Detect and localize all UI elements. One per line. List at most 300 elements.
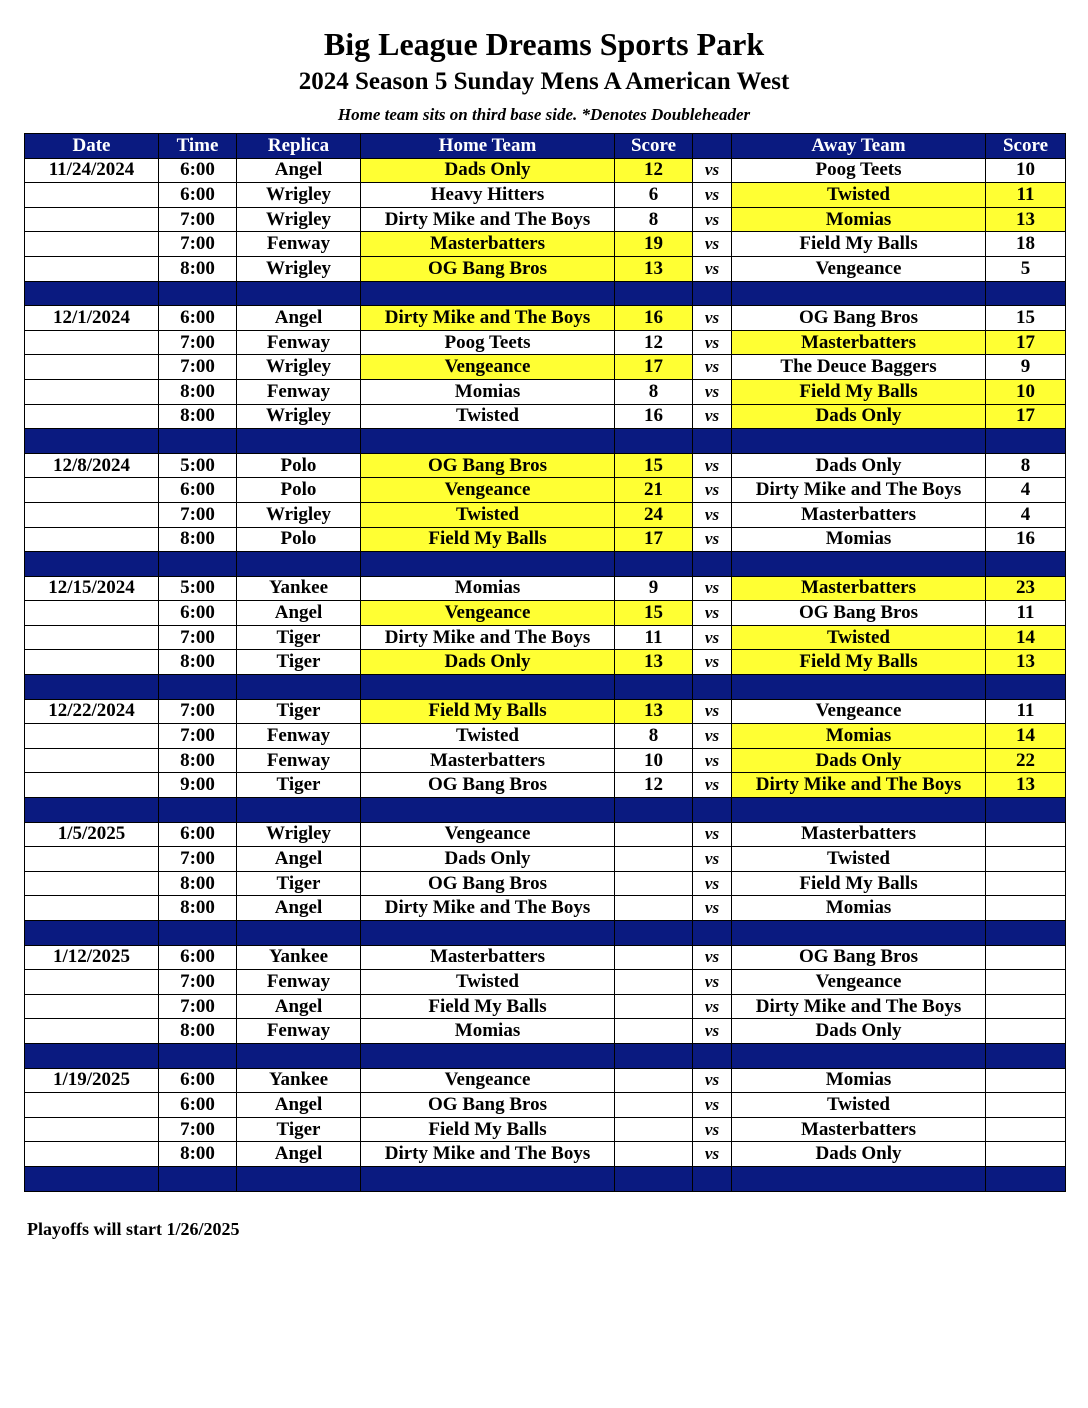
footer-note: Playoffs will start 1/26/2025 <box>27 1219 240 1239</box>
time-cell: 8:00 <box>159 404 237 429</box>
table-row <box>25 773 1066 798</box>
replica-cell: Angel <box>237 1142 361 1167</box>
vs-cell: vs <box>693 453 732 478</box>
time-cell: 7:00 <box>159 330 237 355</box>
home-score-cell: 6 <box>615 183 693 208</box>
table-row <box>25 478 1066 503</box>
away-team-cell: Dads Only <box>732 1019 986 1044</box>
time-cell: 6:00 <box>159 1068 237 1093</box>
away-team-cell: Field My Balls <box>732 379 986 404</box>
column-header-home-score: Score <box>615 134 693 159</box>
date-cell <box>25 871 159 896</box>
time-cell: 6:00 <box>159 158 237 183</box>
vs-cell: vs <box>693 1068 732 1093</box>
column-header-vs <box>693 134 732 159</box>
away-team-cell: Momias <box>732 724 986 749</box>
home-score-cell: 10 <box>615 748 693 773</box>
home-team-cell: Field My Balls <box>361 1117 615 1142</box>
separator-cell <box>237 921 361 946</box>
date-cell <box>25 601 159 626</box>
time-cell: 7:00 <box>159 207 237 232</box>
date-cell <box>25 748 159 773</box>
vs-cell: vs <box>693 527 732 552</box>
separator-cell <box>693 429 732 454</box>
table-row <box>25 945 1066 970</box>
column-header-away-score: Score <box>986 134 1066 159</box>
vs-cell: vs <box>693 945 732 970</box>
separator-cell <box>693 921 732 946</box>
home-team-cell: Vengeance <box>361 355 615 380</box>
away-team-cell: Momias <box>732 1068 986 1093</box>
table-row <box>25 453 1066 478</box>
home-score-cell: 13 <box>615 256 693 281</box>
away-team-cell: Dads Only <box>732 1142 986 1167</box>
separator-cell <box>361 552 615 577</box>
away-score-cell: 16 <box>986 527 1066 552</box>
date-cell <box>25 355 159 380</box>
schedule-body <box>25 158 1066 1191</box>
home-score-cell: 21 <box>615 478 693 503</box>
time-cell: 7:00 <box>159 355 237 380</box>
away-score-cell <box>986 1093 1066 1118</box>
time-cell: 7:00 <box>159 847 237 872</box>
replica-cell: Polo <box>237 453 361 478</box>
away-score-cell <box>986 1142 1066 1167</box>
date-cell <box>25 404 159 429</box>
away-team-cell: Masterbatters <box>732 502 986 527</box>
home-score-cell: 9 <box>615 576 693 601</box>
table-row <box>25 724 1066 749</box>
home-team-cell: OG Bang Bros <box>361 1093 615 1118</box>
date-cell <box>25 478 159 503</box>
vs-cell: vs <box>693 256 732 281</box>
home-team-cell: Dads Only <box>361 158 615 183</box>
replica-cell: Fenway <box>237 748 361 773</box>
away-score-cell: 14 <box>986 724 1066 749</box>
separator-cell <box>25 921 159 946</box>
table-row <box>25 650 1066 675</box>
home-score-cell: 13 <box>615 699 693 724</box>
replica-cell: Wrigley <box>237 256 361 281</box>
home-team-cell: OG Bang Bros <box>361 773 615 798</box>
date-cell <box>25 330 159 355</box>
date-cell <box>25 773 159 798</box>
replica-cell: Tiger <box>237 625 361 650</box>
home-score-cell: 11 <box>615 625 693 650</box>
replica-cell: Yankee <box>237 945 361 970</box>
away-score-cell <box>986 1019 1066 1044</box>
home-score-cell <box>615 1019 693 1044</box>
table-row <box>25 1019 1066 1044</box>
away-team-cell: Masterbatters <box>732 1117 986 1142</box>
vs-cell: vs <box>693 822 732 847</box>
separator-cell <box>237 429 361 454</box>
table-row <box>25 699 1066 724</box>
away-team-cell: Masterbatters <box>732 576 986 601</box>
away-score-cell <box>986 896 1066 921</box>
away-team-cell: OG Bang Bros <box>732 306 986 331</box>
home-team-cell: Masterbatters <box>361 232 615 257</box>
separator-cell <box>732 921 986 946</box>
away-score-cell: 13 <box>986 207 1066 232</box>
home-team-cell: Vengeance <box>361 478 615 503</box>
separator-cell <box>361 1166 615 1191</box>
separator-cell <box>986 281 1066 306</box>
vs-cell: vs <box>693 1019 732 1044</box>
replica-cell: Fenway <box>237 970 361 995</box>
away-team-cell: Momias <box>732 896 986 921</box>
home-team-cell: Vengeance <box>361 1068 615 1093</box>
home-team-cell: Twisted <box>361 970 615 995</box>
time-cell: 7:00 <box>159 699 237 724</box>
away-score-cell <box>986 970 1066 995</box>
table-row <box>25 502 1066 527</box>
separator-cell <box>159 1166 237 1191</box>
column-header-home-team: Home Team <box>361 134 615 159</box>
separator-cell <box>25 281 159 306</box>
away-team-cell: Field My Balls <box>732 232 986 257</box>
page-note: Home team sits on third base side. *Denotes Doubleheader <box>337 105 751 124</box>
table-row <box>25 625 1066 650</box>
separator-cell <box>361 1043 615 1068</box>
replica-cell: Fenway <box>237 232 361 257</box>
time-cell: 8:00 <box>159 256 237 281</box>
away-team-cell: Field My Balls <box>732 650 986 675</box>
date-cell <box>25 625 159 650</box>
separator-cell <box>986 552 1066 577</box>
time-cell: 6:00 <box>159 945 237 970</box>
separator-cell <box>361 675 615 700</box>
separator-cell <box>615 429 693 454</box>
table-row <box>25 232 1066 257</box>
away-team-cell: Twisted <box>732 847 986 872</box>
separator-cell <box>237 798 361 823</box>
table-row <box>25 158 1066 183</box>
away-score-cell: 8 <box>986 453 1066 478</box>
date-cell: 12/1/2024 <box>25 306 159 331</box>
replica-cell: Fenway <box>237 1019 361 1044</box>
date-cell: 12/22/2024 <box>25 699 159 724</box>
home-score-cell: 17 <box>615 527 693 552</box>
separator-cell <box>986 675 1066 700</box>
away-score-cell: 11 <box>986 601 1066 626</box>
time-cell: 8:00 <box>159 748 237 773</box>
home-score-cell: 8 <box>615 379 693 404</box>
time-cell: 6:00 <box>159 478 237 503</box>
separator-cell <box>615 921 693 946</box>
time-cell: 6:00 <box>159 306 237 331</box>
home-team-cell: Twisted <box>361 404 615 429</box>
date-cell <box>25 650 159 675</box>
separator-cell <box>615 552 693 577</box>
away-team-cell: OG Bang Bros <box>732 601 986 626</box>
column-header-away-team: Away Team <box>732 134 986 159</box>
separator-cell <box>732 552 986 577</box>
away-team-cell: Twisted <box>732 183 986 208</box>
date-cell: 1/19/2025 <box>25 1068 159 1093</box>
replica-cell: Tiger <box>237 773 361 798</box>
replica-cell: Wrigley <box>237 207 361 232</box>
away-score-cell: 15 <box>986 306 1066 331</box>
table-row <box>25 1117 1066 1142</box>
vs-cell: vs <box>693 207 732 232</box>
table-row <box>25 355 1066 380</box>
time-cell: 7:00 <box>159 625 237 650</box>
separator-row <box>25 921 1066 946</box>
vs-cell: vs <box>693 1142 732 1167</box>
away-score-cell: 22 <box>986 748 1066 773</box>
separator-row <box>25 1166 1066 1191</box>
table-row <box>25 207 1066 232</box>
separator-cell <box>25 798 159 823</box>
away-score-cell <box>986 822 1066 847</box>
date-cell <box>25 232 159 257</box>
separator-cell <box>732 798 986 823</box>
date-cell <box>25 724 159 749</box>
replica-cell: Wrigley <box>237 355 361 380</box>
separator-cell <box>159 1043 237 1068</box>
vs-cell: vs <box>693 896 732 921</box>
separator-cell <box>615 281 693 306</box>
home-score-cell: 8 <box>615 724 693 749</box>
date-cell <box>25 994 159 1019</box>
home-score-cell: 8 <box>615 207 693 232</box>
away-score-cell: 10 <box>986 158 1066 183</box>
separator-cell <box>615 1166 693 1191</box>
away-team-cell: Dirty Mike and The Boys <box>732 994 986 1019</box>
home-score-cell: 19 <box>615 232 693 257</box>
replica-cell: Yankee <box>237 1068 361 1093</box>
home-team-cell: Poog Teets <box>361 330 615 355</box>
home-score-cell: 17 <box>615 355 693 380</box>
vs-cell: vs <box>693 576 732 601</box>
replica-cell: Fenway <box>237 379 361 404</box>
away-score-cell: 11 <box>986 183 1066 208</box>
replica-cell: Polo <box>237 527 361 552</box>
vs-cell: vs <box>693 724 732 749</box>
date-cell <box>25 1117 159 1142</box>
home-score-cell <box>615 970 693 995</box>
home-team-cell: Masterbatters <box>361 945 615 970</box>
away-team-cell: Dads Only <box>732 404 986 429</box>
time-cell: 8:00 <box>159 1142 237 1167</box>
separator-cell <box>732 281 986 306</box>
home-score-cell <box>615 847 693 872</box>
home-score-cell: 15 <box>615 453 693 478</box>
home-team-cell: Dirty Mike and The Boys <box>361 306 615 331</box>
replica-cell: Polo <box>237 478 361 503</box>
home-team-cell: Field My Balls <box>361 527 615 552</box>
home-team-cell: Heavy Hitters <box>361 183 615 208</box>
home-score-cell: 15 <box>615 601 693 626</box>
time-cell: 6:00 <box>159 601 237 626</box>
separator-cell <box>25 429 159 454</box>
away-score-cell: 13 <box>986 773 1066 798</box>
home-score-cell <box>615 1142 693 1167</box>
separator-cell <box>159 921 237 946</box>
table-header-row <box>25 134 1066 159</box>
separator-row <box>25 798 1066 823</box>
away-score-cell <box>986 847 1066 872</box>
replica-cell: Yankee <box>237 576 361 601</box>
time-cell: 7:00 <box>159 502 237 527</box>
separator-cell <box>615 675 693 700</box>
separator-cell <box>237 675 361 700</box>
separator-cell <box>237 1166 361 1191</box>
away-score-cell: 4 <box>986 478 1066 503</box>
away-team-cell: Twisted <box>732 625 986 650</box>
table-row <box>25 256 1066 281</box>
replica-cell: Angel <box>237 601 361 626</box>
away-team-cell: Dirty Mike and The Boys <box>732 478 986 503</box>
home-team-cell: Dirty Mike and The Boys <box>361 207 615 232</box>
separator-cell <box>615 1043 693 1068</box>
time-cell: 7:00 <box>159 232 237 257</box>
vs-cell: vs <box>693 1093 732 1118</box>
replica-cell: Tiger <box>237 1117 361 1142</box>
table-row <box>25 601 1066 626</box>
table-row <box>25 822 1066 847</box>
time-cell: 7:00 <box>159 994 237 1019</box>
home-score-cell: 16 <box>615 404 693 429</box>
table-row <box>25 576 1066 601</box>
date-cell <box>25 896 159 921</box>
table-row <box>25 379 1066 404</box>
separator-cell <box>159 552 237 577</box>
home-team-cell: Momias <box>361 1019 615 1044</box>
home-score-cell <box>615 1093 693 1118</box>
separator-cell <box>159 675 237 700</box>
home-score-cell: 24 <box>615 502 693 527</box>
separator-cell <box>361 798 615 823</box>
vs-cell: vs <box>693 601 732 626</box>
separator-row <box>25 429 1066 454</box>
away-team-cell: Momias <box>732 527 986 552</box>
separator-cell <box>159 798 237 823</box>
table-row <box>25 183 1066 208</box>
date-cell <box>25 183 159 208</box>
vs-cell: vs <box>693 773 732 798</box>
date-cell <box>25 970 159 995</box>
separator-cell <box>693 1043 732 1068</box>
home-score-cell <box>615 1117 693 1142</box>
home-team-cell: OG Bang Bros <box>361 453 615 478</box>
away-team-cell: Dirty Mike and The Boys <box>732 773 986 798</box>
replica-cell: Angel <box>237 994 361 1019</box>
date-cell <box>25 1019 159 1044</box>
away-score-cell: 23 <box>986 576 1066 601</box>
home-team-cell: OG Bang Bros <box>361 871 615 896</box>
home-team-cell: Dirty Mike and The Boys <box>361 625 615 650</box>
home-team-cell: Field My Balls <box>361 699 615 724</box>
separator-cell <box>237 281 361 306</box>
page-subtitle: 2024 Season 5 Sunday Mens A American West <box>298 68 790 95</box>
separator-cell <box>732 675 986 700</box>
vs-cell: vs <box>693 650 732 675</box>
separator-cell <box>693 798 732 823</box>
vs-cell: vs <box>693 330 732 355</box>
time-cell: 7:00 <box>159 970 237 995</box>
separator-cell <box>693 1166 732 1191</box>
vs-cell: vs <box>693 379 732 404</box>
date-cell <box>25 1093 159 1118</box>
date-cell <box>25 847 159 872</box>
home-score-cell <box>615 994 693 1019</box>
separator-cell <box>361 281 615 306</box>
vs-cell: vs <box>693 355 732 380</box>
vs-cell: vs <box>693 847 732 872</box>
separator-cell <box>237 552 361 577</box>
vs-cell: vs <box>693 158 732 183</box>
schedule-table <box>24 133 1066 1192</box>
vs-cell: vs <box>693 183 732 208</box>
home-team-cell: OG Bang Bros <box>361 256 615 281</box>
time-cell: 8:00 <box>159 1019 237 1044</box>
table-row <box>25 847 1066 872</box>
away-score-cell: 9 <box>986 355 1066 380</box>
table-row <box>25 871 1066 896</box>
separator-cell <box>986 1166 1066 1191</box>
column-header-time: Time <box>159 134 237 159</box>
time-cell: 5:00 <box>159 576 237 601</box>
separator-cell <box>25 552 159 577</box>
away-team-cell: Vengeance <box>732 256 986 281</box>
away-team-cell: Vengeance <box>732 970 986 995</box>
separator-cell <box>693 281 732 306</box>
replica-cell: Tiger <box>237 871 361 896</box>
away-score-cell: 14 <box>986 625 1066 650</box>
time-cell: 6:00 <box>159 183 237 208</box>
date-cell: 12/15/2024 <box>25 576 159 601</box>
table-row <box>25 1142 1066 1167</box>
home-team-cell: Momias <box>361 576 615 601</box>
table-row <box>25 1093 1066 1118</box>
vs-cell: vs <box>693 994 732 1019</box>
home-score-cell: 12 <box>615 158 693 183</box>
date-cell <box>25 256 159 281</box>
separator-cell <box>693 675 732 700</box>
separator-cell <box>25 1166 159 1191</box>
time-cell: 9:00 <box>159 773 237 798</box>
column-header-date: Date <box>25 134 159 159</box>
away-score-cell <box>986 1068 1066 1093</box>
away-score-cell: 17 <box>986 404 1066 429</box>
away-team-cell: Masterbatters <box>732 822 986 847</box>
vs-cell: vs <box>693 1117 732 1142</box>
home-score-cell: 12 <box>615 330 693 355</box>
away-team-cell: Poog Teets <box>732 158 986 183</box>
away-score-cell: 4 <box>986 502 1066 527</box>
separator-cell <box>25 1043 159 1068</box>
table-row <box>25 527 1066 552</box>
separator-cell <box>159 281 237 306</box>
table-row <box>25 1068 1066 1093</box>
separator-cell <box>986 798 1066 823</box>
time-cell: 5:00 <box>159 453 237 478</box>
home-team-cell: Twisted <box>361 502 615 527</box>
away-team-cell: Dads Only <box>732 453 986 478</box>
home-score-cell: 13 <box>615 650 693 675</box>
away-score-cell: 18 <box>986 232 1066 257</box>
home-score-cell <box>615 1068 693 1093</box>
home-team-cell: Dads Only <box>361 650 615 675</box>
column-header-replica: Replica <box>237 134 361 159</box>
table-row <box>25 404 1066 429</box>
separator-cell <box>693 552 732 577</box>
replica-cell: Angel <box>237 158 361 183</box>
separator-cell <box>732 1166 986 1191</box>
separator-cell <box>986 429 1066 454</box>
